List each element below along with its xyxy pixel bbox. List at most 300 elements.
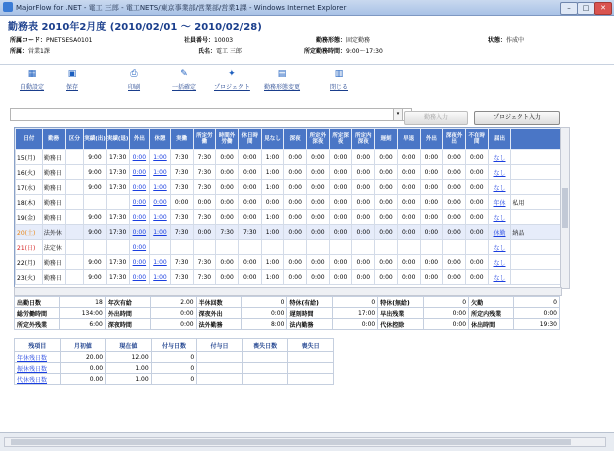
summary-label: 遅刻時間 [287, 308, 332, 319]
grid-cell-date: 20(土) [16, 225, 43, 240]
grid-cell-out: 17:30 [106, 165, 129, 180]
grid-cell-gout: 0:00 [420, 150, 443, 165]
grid-cell-out: 17:30 [106, 150, 129, 165]
grid-cell-memo [511, 210, 561, 225]
remaining-col-header: 月初値 [60, 339, 106, 352]
page-header [0, 16, 614, 64]
table-row[interactable] [16, 180, 561, 195]
remaining-col-header: 現在値 [106, 339, 152, 352]
grid-cell-ot: 0:00 [216, 150, 239, 165]
grid-col-header: 深夜 [284, 129, 307, 150]
grid-cell-memo [511, 165, 561, 180]
remaining-cell: 1.00 [106, 374, 152, 385]
grid-cell-early: 0:00 [397, 225, 420, 240]
grid-cell-c20: 0:00 [443, 195, 466, 210]
grid-vertical-scrollbar[interactable] [560, 127, 570, 289]
grid-col-header: 所定深夜 [329, 129, 352, 150]
grid-cell-brk[interactable] [150, 240, 171, 255]
grid-cell-gout: 0:00 [420, 165, 443, 180]
remaining-cell [288, 363, 334, 374]
grid-cell-ot: 0:00 [216, 210, 239, 225]
grid-cell-notif[interactable]: なし [488, 210, 511, 225]
grid-cell-notif[interactable]: 年休 [488, 195, 511, 210]
summary-value: 0:00 [242, 308, 287, 319]
grid-cell-in: 9:00 [84, 225, 107, 240]
grid-col-header: 届出 [488, 129, 511, 150]
grid-cell-work: 7:30 [170, 225, 193, 240]
grid-cell-in: 9:00 [84, 165, 107, 180]
grid-cell-ot: 0:00 [216, 195, 239, 210]
grid-cell-late: 0:00 [375, 255, 398, 270]
grid-cell-night: 0:00 [284, 225, 307, 240]
work-type-icon: ▤ [277, 69, 287, 79]
summary-label: 法外勤務 [196, 319, 241, 330]
grid-col-header: 休憩 [150, 129, 171, 150]
grid-cell-deem: 1:00 [261, 165, 284, 180]
remaining-cell [197, 363, 243, 374]
grid-header-row [16, 129, 561, 150]
summary-value: 0 [242, 297, 287, 308]
grid-col-header [511, 129, 561, 150]
grid-cell-c15: 0:00 [329, 225, 352, 240]
grid-cell-night: 0:00 [284, 195, 307, 210]
grid-col-header: 見なし [261, 129, 284, 150]
grid-cell-late: 0:00 [375, 165, 398, 180]
close-doc-icon: ▥ [334, 69, 344, 79]
summary-row [15, 308, 560, 319]
grid-cell-cat [65, 255, 84, 270]
work-input-button[interactable]: 勤務入力 [404, 111, 468, 125]
grid-col-header: 所定外深夜 [307, 129, 330, 150]
grid-cell-notif[interactable]: なし [488, 165, 511, 180]
grid-cell-early: 0:00 [397, 150, 420, 165]
remaining-cell [288, 352, 334, 363]
summary-label: 出勤日数 [15, 297, 60, 308]
grid-cell-deem: 1:00 [261, 270, 284, 285]
grid-cell-date: 21(日) [16, 240, 43, 255]
summary-panel [14, 296, 560, 330]
grid-cell-cat [65, 270, 84, 285]
close-button[interactable]: ▥ 閉じる [330, 69, 349, 91]
grid-cell-c14: 0:00 [307, 150, 330, 165]
grid-cell-in: 9:00 [84, 255, 107, 270]
grid-cell-out: 17:30 [106, 225, 129, 240]
grid-col-header: 休日時間 [238, 129, 261, 150]
grid-cell-date: 22(月) [16, 255, 43, 270]
remaining-cell[interactable]: 代休残日数 [15, 374, 61, 385]
table-row[interactable] [16, 255, 561, 270]
grid-cell-work [170, 240, 193, 255]
summary-label: 深夜外出 [196, 308, 241, 319]
grid-cell-hol: 0:00 [238, 270, 261, 285]
grid-cell-c21: 0:00 [465, 150, 488, 165]
grid-cell-c21 [465, 240, 488, 255]
grid-cell-date: 18(木) [16, 195, 43, 210]
summary-value: 17:00 [332, 308, 377, 319]
grid-cell-c21: 0:00 [465, 195, 488, 210]
grid-cell-kind: 勤務日 [42, 180, 65, 195]
grid-cell-c20: 0:00 [443, 210, 466, 225]
grid-cell-ot: 0:00 [216, 165, 239, 180]
grid-cell-sched: 7:30 [193, 165, 216, 180]
summary-label: 早出残業 [378, 308, 423, 319]
grid-cell-early: 0:00 [397, 195, 420, 210]
grid-cell-ot [216, 240, 239, 255]
grid-cell-in: 9:00 [84, 180, 107, 195]
page-scroll-thumb[interactable] [11, 439, 571, 445]
remaining-cell [242, 374, 288, 385]
minimize-button[interactable]: – [560, 2, 578, 15]
grid-cell-sched: 0:00 [193, 195, 216, 210]
employee-no: 社員番号：10003 [184, 37, 234, 44]
save-button[interactable]: ▣ 保存 [66, 69, 79, 91]
grid-cell-c14: 0:00 [307, 180, 330, 195]
summary-value: 0 [423, 297, 468, 308]
summary-value: 2.00 [151, 297, 196, 308]
summary-label: 所定外残業 [15, 319, 60, 330]
grid-cell-late: 0:00 [375, 180, 398, 195]
remaining-row [15, 374, 334, 385]
grid-cell-c15: 0:00 [329, 150, 352, 165]
grid-cell-go[interactable]: 0:00 [129, 210, 150, 225]
remaining-cell: 0.00 [60, 363, 106, 374]
grid-cell-c15: 0:00 [329, 180, 352, 195]
table-row[interactable] [16, 240, 561, 255]
grid-cell-c16: 0:00 [352, 165, 375, 180]
remaining-cell: 0 [151, 352, 197, 363]
grid-cell-c14: 0:00 [307, 165, 330, 180]
window-title: MajorFlow for .NET - 電工 三郎 - 電工NETS/東京事業部/営業部/営業1課 - Windows Internet Explorer [16, 4, 347, 12]
grid-cell-hol: 0:00 [238, 195, 261, 210]
grid-cell-c15: 0:00 [329, 210, 352, 225]
grid-cell-brk[interactable]: 1:00 [150, 210, 171, 225]
remaining-cell: 0 [151, 363, 197, 374]
grid-cell-notif[interactable]: なし [488, 180, 511, 195]
summary-label: 半休回数 [196, 297, 241, 308]
grid-cell-go[interactable]: 0:00 [129, 225, 150, 240]
remaining-leave-panel [14, 338, 334, 385]
remaining-row [15, 352, 334, 363]
grid-cell-brk[interactable]: 1:00 [150, 180, 171, 195]
print-button[interactable]: ⎙ 印刷 [128, 69, 141, 91]
remaining-cell: 0 [151, 374, 197, 385]
grid-cell-in [84, 195, 107, 210]
grid-cell-night [284, 240, 307, 255]
grid-col-header: 所定内深夜 [352, 129, 375, 150]
summary-value: 0:00 [423, 308, 468, 319]
grid-cell-cat [65, 225, 84, 240]
work-time: 所定勤務時間：9:00～17:30 [304, 48, 383, 55]
input-dropdown-button[interactable]: ▾ [393, 108, 403, 121]
grid-cell-hol: 7:30 [238, 225, 261, 240]
page-horizontal-scrollbar[interactable] [4, 437, 606, 447]
grid-cell-cat [65, 180, 84, 195]
grid-cell-memo [511, 180, 561, 195]
grid-cell-brk[interactable]: 1:00 [150, 255, 171, 270]
grid-col-header: 所定労働 [193, 129, 216, 150]
page-title: 勤務表 2010年2月度 (2010/02/01 ～ 2010/02/28) [8, 22, 262, 33]
work-type: 勤務形態：固定勤務 [316, 37, 371, 44]
grid-cell-date: 17(水) [16, 180, 43, 195]
summary-label: 外出時間 [105, 308, 150, 319]
grid-cell-cat [65, 150, 84, 165]
remaining-cell: 12.00 [106, 352, 152, 363]
grid-horizontal-scrollbar[interactable] [14, 287, 562, 296]
grid-cell-notif[interactable]: なし [488, 150, 511, 165]
grid-cell-c15 [329, 240, 352, 255]
grid-cell-c21: 0:00 [465, 225, 488, 240]
grid-cell-work: 7:30 [170, 165, 193, 180]
grid-cell-brk[interactable]: 1:00 [150, 150, 171, 165]
grid-cell-ot: 0:00 [216, 180, 239, 195]
table-row[interactable] [16, 150, 561, 165]
grid-cell-sched: 7:30 [193, 210, 216, 225]
summary-value: 0:00 [151, 319, 196, 330]
table-row[interactable] [16, 195, 561, 210]
grid-cell-work: 7:30 [170, 270, 193, 285]
status-bar [0, 432, 614, 451]
grid-cell-work: 7:30 [170, 150, 193, 165]
grid-cell-c20: 0:00 [443, 150, 466, 165]
dept: 所属：営業1課 [10, 48, 50, 55]
remaining-cell [197, 352, 243, 363]
summary-label: 法内勤務 [287, 319, 332, 330]
grid-cell-work: 0:00 [170, 195, 193, 210]
grid-cell-cat [65, 165, 84, 180]
summary-label: 代休控除 [378, 319, 423, 330]
grid-cell-date: 15(月) [16, 150, 43, 165]
summary-value: 18 [60, 297, 105, 308]
grid-cell-c14: 0:00 [307, 255, 330, 270]
grid-cell-c14: 0:00 [307, 210, 330, 225]
scroll-thumb[interactable] [562, 188, 568, 228]
grid-cell-notif[interactable]: 休勤 [488, 225, 511, 240]
table-row[interactable] [16, 165, 561, 180]
grid-cell-c16: 0:00 [352, 210, 375, 225]
summary-value: 0:00 [332, 319, 377, 330]
grid-cell-out [106, 240, 129, 255]
grid-cell-c14: 0:00 [307, 225, 330, 240]
grid-cell-night: 0:00 [284, 255, 307, 270]
grid-cell-night: 0:00 [284, 210, 307, 225]
remaining-cell[interactable]: 年休残日数 [15, 352, 61, 363]
grid-cell-in: 9:00 [84, 270, 107, 285]
project-input-button[interactable]: プロジェクト入力 [474, 111, 560, 125]
grid-cell-memo [511, 270, 561, 285]
grid-cell-early: 0:00 [397, 270, 420, 285]
grid-cell-date: 16(火) [16, 165, 43, 180]
grid-cell-night: 0:00 [284, 180, 307, 195]
grid-cell-go[interactable]: 0:00 [129, 150, 150, 165]
grid-cell-c20: 0:00 [443, 255, 466, 270]
grid-cell-cat [65, 195, 84, 210]
summary-row [15, 297, 560, 308]
summary-row [15, 319, 560, 330]
grid-cell-hol: 0:00 [238, 150, 261, 165]
grid-cell-brk[interactable]: 1:00 [150, 270, 171, 285]
grid-col-header: 時間外労働 [216, 129, 239, 150]
grid-cell-cat [65, 210, 84, 225]
grid-cell-c15: 0:00 [329, 255, 352, 270]
remaining-header-row [15, 339, 334, 352]
table-row[interactable] [16, 270, 561, 285]
grid-cell-out [106, 195, 129, 210]
grid-col-header: 日付 [16, 129, 43, 150]
grid-cell-c21: 0:00 [465, 210, 488, 225]
grid-cell-gout: 0:00 [420, 225, 443, 240]
remaining-cell: 1.00 [106, 363, 152, 374]
grid-cell-date: 19(金) [16, 210, 43, 225]
project-button[interactable]: ✦ プロジェクト [214, 69, 250, 91]
grid-cell-c15: 0:00 [329, 270, 352, 285]
table-row[interactable] [16, 210, 561, 225]
grid-cell-night: 0:00 [284, 270, 307, 285]
grid-cell-sched: 7:30 [193, 270, 216, 285]
grid-cell-memo [511, 150, 561, 165]
grid-cell-night: 0:00 [284, 165, 307, 180]
grid-cell-early: 0:00 [397, 255, 420, 270]
summary-label: 特休(有給) [287, 297, 332, 308]
grid-cell-hol: 0:00 [238, 210, 261, 225]
remaining-cell [288, 374, 334, 385]
grid-col-header: 実働 [170, 129, 193, 150]
grid-cell-night: 0:00 [284, 150, 307, 165]
grid-cell-go[interactable]: 0:00 [129, 270, 150, 285]
grid-cell-late [375, 240, 398, 255]
grid-cell-deem: 1:00 [261, 180, 284, 195]
grid-cell-c16: 0:00 [352, 180, 375, 195]
grid-cell-ot: 0:00 [216, 255, 239, 270]
grid-cell-c20: 0:00 [443, 225, 466, 240]
toolbar [0, 64, 614, 97]
grid-cell-deem [261, 240, 284, 255]
grid-cell-gout: 0:00 [420, 210, 443, 225]
grid-cell-notif[interactable]: なし [488, 255, 511, 270]
grid-cell-go[interactable]: 0:00 [129, 165, 150, 180]
grid-cell-c21: 0:00 [465, 165, 488, 180]
grid-cell-gout: 0:00 [420, 270, 443, 285]
remaining-cell [197, 374, 243, 385]
grid-cell-early: 0:00 [397, 165, 420, 180]
grid-cell-kind: 勤務日 [42, 270, 65, 285]
grid-cell-in: 9:00 [84, 150, 107, 165]
grid-cell-go[interactable]: 0:00 [129, 255, 150, 270]
remaining-cell: 0.00 [60, 374, 106, 385]
grid-cell-c20: 0:00 [443, 180, 466, 195]
grid-cell-kind: 勤務日 [42, 195, 65, 210]
grid-cell-c20: 0:00 [443, 270, 466, 285]
summary-label: 深夜時間 [105, 319, 150, 330]
window-titlebar [0, 0, 614, 16]
grid-cell-go[interactable]: 0:00 [129, 195, 150, 210]
grid-cell-c16: 0:00 [352, 225, 375, 240]
grid-cell-late: 0:00 [375, 210, 398, 225]
summary-value: 6:00 [60, 319, 105, 330]
grid-col-header: 外出 [420, 129, 443, 150]
grid-cell-c14: 0:00 [307, 270, 330, 285]
grid-cell-c21: 0:00 [465, 255, 488, 270]
memo-input[interactable] [10, 108, 412, 121]
change-work-type-button[interactable]: ▤ 勤務形態変更 [264, 69, 301, 91]
grid-col-header: 勤務 [42, 129, 65, 150]
summary-label: 所定内残業 [469, 308, 514, 319]
remaining-cell[interactable]: 振休残日数 [15, 363, 61, 374]
grid-cell-sched: 7:30 [193, 180, 216, 195]
grid-cell-kind: 法外休 [42, 225, 65, 240]
summary-value: 0 [514, 297, 560, 308]
remaining-col-header: 残項目 [15, 339, 61, 352]
bulk-confirm-button[interactable]: ✎ 一括確定 [172, 69, 197, 91]
grid-cell-notif[interactable]: なし [488, 240, 511, 255]
grid-col-header: 外出 [129, 129, 150, 150]
grid-cell-out: 17:30 [106, 180, 129, 195]
summary-value: 0:00 [423, 319, 468, 330]
grid-cell-go[interactable]: 0:00 [129, 180, 150, 195]
summary-value: 8:00 [242, 319, 287, 330]
grid-cell-deem: 1:00 [261, 225, 284, 240]
grid-cell-notif[interactable]: なし [488, 270, 511, 285]
close-window-button[interactable]: ✕ [594, 2, 612, 15]
grid-col-header: 実績(退) [106, 129, 129, 150]
grid-cell-c21: 0:00 [465, 180, 488, 195]
remaining-col-header: 喪失日数 [242, 339, 288, 352]
grid-cell-c16: 0:00 [352, 270, 375, 285]
employee-name: 氏名：電工 三郎 [198, 48, 242, 55]
summary-label: 休出時間 [469, 319, 514, 330]
summary-label: 総労働時間 [15, 308, 60, 319]
summary-label: 年次有給 [105, 297, 150, 308]
grid-cell-brk[interactable]: 1:00 [150, 225, 171, 240]
remaining-row [15, 363, 334, 374]
grid-cell-kind: 法定休 [42, 240, 65, 255]
grid-cell-out: 17:30 [106, 270, 129, 285]
maximize-button[interactable]: □ [577, 2, 595, 15]
grid-cell-late: 0:00 [375, 150, 398, 165]
summary-label: 欠勤 [469, 297, 514, 308]
grid-cell-sched: 0:00 [193, 225, 216, 240]
grid-cell-kind: 勤務日 [42, 255, 65, 270]
grid-cell-sched: 7:30 [193, 255, 216, 270]
grid-cell-deem: 0:00 [261, 195, 284, 210]
summary-value: 0 [332, 297, 377, 308]
grid-cell-c15: 0:00 [329, 195, 352, 210]
remaining-cell [242, 363, 288, 374]
grid-cell-late: 0:00 [375, 270, 398, 285]
table-row[interactable] [16, 225, 561, 240]
grid-cell-in [84, 240, 107, 255]
grid-cell-gout: 0:00 [420, 180, 443, 195]
summary-value: 0:00 [151, 308, 196, 319]
grid-cell-c15: 0:00 [329, 165, 352, 180]
grid-cell-work: 7:30 [170, 255, 193, 270]
save-icon: ▣ [67, 69, 77, 79]
grid-cell-out: 17:30 [106, 210, 129, 225]
timesheet-grid [14, 127, 562, 289]
grid-col-header: 深夜外出 [443, 129, 466, 150]
grid-cell-hol: 0:00 [238, 165, 261, 180]
grid-cell-sched [193, 240, 216, 255]
grid-cell-date: 23(火) [16, 270, 43, 285]
grid-cell-memo: 納品 [511, 225, 561, 240]
grid-cell-early [397, 240, 420, 255]
grid-cell-go[interactable]: 0:00 [129, 240, 150, 255]
grid-cell-out: 17:30 [106, 255, 129, 270]
grid-cell-brk[interactable]: 0:00 [150, 195, 171, 210]
grid-cell-brk[interactable]: 1:00 [150, 165, 171, 180]
grid-cell-deem: 1:00 [261, 255, 284, 270]
grid-cell-in: 9:00 [84, 210, 107, 225]
auto-set-button[interactable]: ▦ 自動設定 [20, 69, 45, 91]
